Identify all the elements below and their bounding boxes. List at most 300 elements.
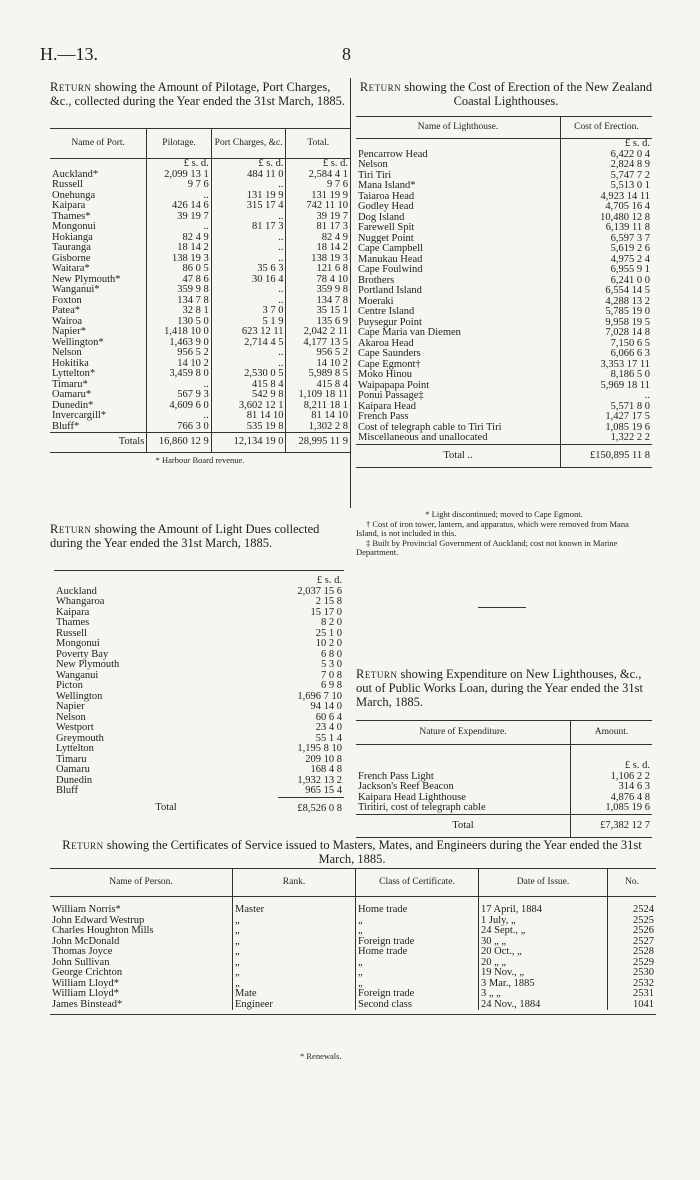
port-name: Whangaroa xyxy=(56,596,105,607)
rank-cell: „ xyxy=(233,968,356,979)
cost-cell: 3,353 17 11 xyxy=(561,360,653,371)
lighthouse-name: Kaipara Head xyxy=(358,400,417,412)
amount-cell: 1,418 10 0 xyxy=(147,327,212,338)
light-dues-rule xyxy=(54,570,344,571)
amount-cell: 359 9 8 xyxy=(147,285,212,296)
amount-cell: 131 19 9 xyxy=(286,191,350,202)
table-row xyxy=(50,285,350,296)
amount-cell: 82 4 9 xyxy=(147,233,212,244)
person-name: George Crichton xyxy=(52,967,123,978)
amount-cell: 209 10 8 xyxy=(305,753,342,765)
lighthouse-name: Taiaroa Head xyxy=(358,190,415,202)
lighthouse-name: Moeraki xyxy=(358,295,394,307)
cost-cell: .. xyxy=(561,391,653,402)
amount-cell: 1,302 2 8 xyxy=(286,422,350,433)
port-name: Invercargill* xyxy=(52,410,107,421)
table-row xyxy=(356,150,652,161)
port-name: Napier* xyxy=(52,326,86,337)
rank-cell: „ xyxy=(233,958,356,969)
amount-cell: 81 17 3 xyxy=(286,222,350,233)
port-name: Wellington xyxy=(56,690,103,702)
amount-cell: 1,463 9 0 xyxy=(147,338,212,349)
person-name: William Norris* xyxy=(52,904,121,915)
cost-cell: 1,085 19 6 xyxy=(561,423,653,434)
rank-cell: Engineer xyxy=(233,1000,356,1011)
cost-cell: 1,427 17 5 xyxy=(561,412,653,423)
number-cell: 2531 xyxy=(608,989,657,1000)
amount-cell: 9 7 6 xyxy=(147,180,212,191)
port-name: Nelson xyxy=(56,711,86,723)
port-name: Russell xyxy=(52,179,83,190)
amount-cell: 35 6 3 xyxy=(211,264,286,275)
person-name: John Sullivan xyxy=(52,956,110,968)
table-row xyxy=(356,307,652,318)
cost-cell: 5,969 18 11 xyxy=(561,381,653,392)
date-cell: 24 Nov., 1884 xyxy=(479,1000,608,1011)
table-row xyxy=(356,328,652,339)
cost-cell: 6,955 9 1 xyxy=(561,265,653,276)
rank-cell: „ xyxy=(233,916,356,927)
table-row xyxy=(50,958,656,969)
port-name: Bluff xyxy=(56,785,78,797)
total-label: Total .. xyxy=(356,444,561,468)
amount-cell: .. xyxy=(211,243,286,254)
amount-cell: 1,932 13 2 xyxy=(297,774,342,786)
cost-cell: 6,422 0 4 xyxy=(561,150,653,161)
total-label: Total xyxy=(155,802,177,814)
date-cell: 3 Mar., 1885 xyxy=(479,979,608,990)
lighthouse-name: Miscellaneous and unallocated xyxy=(358,432,488,443)
amount-cell: .. xyxy=(211,348,286,359)
amount-cell: 81 14 10 xyxy=(211,411,286,422)
port-name: Poverty Bay xyxy=(56,648,109,660)
expenditure-name: Kaipara Head Lighthouse xyxy=(358,791,466,803)
amount-cell: 39 19 7 xyxy=(286,212,350,223)
class-cell: „ xyxy=(356,916,479,927)
cost-cell: 10,480 12 8 xyxy=(561,213,653,224)
loan-table xyxy=(356,720,652,838)
number-cell: 2526 xyxy=(608,926,657,937)
lighthouse-name: French Pass xyxy=(358,411,409,422)
number-cell: 2528 xyxy=(608,947,657,958)
lighthouses-title: Return showing the Cost of Erection of the New Zealand Coastal Lighthouses. xyxy=(359,80,653,108)
amount-cell: 3,459 8 0 xyxy=(147,369,212,380)
amount-cell: 35 15 1 xyxy=(286,306,350,317)
lighthouse-name: Tiri Tiri xyxy=(358,169,392,181)
amount-cell: 47 8 6 xyxy=(147,275,212,286)
amount-cell: .. xyxy=(147,411,212,422)
document-code: H.—13. xyxy=(40,44,98,64)
amount-cell: 1,109 18 11 xyxy=(286,390,350,401)
class-cell: Foreign trade xyxy=(356,989,479,1000)
lsd-label: £ s. d. xyxy=(211,159,286,170)
port-name: Thames* xyxy=(52,210,91,222)
table-row xyxy=(50,327,350,338)
port-name: Gisborne xyxy=(52,252,91,264)
total-row xyxy=(54,797,344,820)
table-row xyxy=(54,786,344,797)
table-row xyxy=(50,348,350,359)
rank-cell: „ xyxy=(233,947,356,958)
amount-cell: 4,177 13 5 xyxy=(286,338,350,349)
amount-cell: 426 14 6 xyxy=(147,201,212,212)
amount-cell: 3,602 12 1 xyxy=(211,401,286,412)
total-row xyxy=(356,444,652,468)
lighthouse-name: Waipapapa Point xyxy=(358,379,430,391)
lsd-blank xyxy=(356,139,561,150)
port-name: Onehunga xyxy=(52,189,96,201)
total-label: Total xyxy=(356,814,571,838)
date-cell: 3 „ „ xyxy=(479,989,608,1000)
table-row xyxy=(54,692,344,703)
amount-cell: .. xyxy=(211,285,286,296)
table-row xyxy=(50,411,350,422)
light-dues-table xyxy=(54,576,344,820)
person-name: John McDonald xyxy=(52,935,120,947)
cost-cell: 8,186 5 0 xyxy=(561,370,653,381)
total-cell: 12,134 19 0 xyxy=(211,433,286,453)
amount-cell: 2,037 15 6 xyxy=(297,585,342,597)
person-name: Thomas Joyce xyxy=(52,946,113,957)
table-row xyxy=(50,306,350,317)
amount-cell: .. xyxy=(147,380,212,391)
lsd-row xyxy=(54,576,344,587)
amount-cell: 23 4 0 xyxy=(315,722,342,733)
cost-cell: 4,975 2 4 xyxy=(561,255,653,266)
port-name: Wellington* xyxy=(52,336,104,348)
amount-cell: 86 0 5 xyxy=(147,264,212,275)
amount-cell: .. xyxy=(211,233,286,244)
port-name: Hokitika xyxy=(52,357,89,369)
amount-cell: 415 8 4 xyxy=(211,380,286,391)
table-row xyxy=(356,244,652,255)
port-name: Oamaru* xyxy=(52,389,92,400)
table-row xyxy=(50,937,656,948)
amount-cell: 314 6 3 xyxy=(571,782,653,793)
date-cell: 24 Sept., „ xyxy=(479,926,608,937)
lsd-label: £ s. d. xyxy=(286,159,350,170)
amount-cell: 1,106 2 2 xyxy=(571,772,653,783)
table-row xyxy=(54,723,344,734)
lighthouse-name: Nelson xyxy=(358,159,388,170)
lsd-row xyxy=(50,159,350,170)
amount-cell: 2,042 2 11 xyxy=(286,327,350,338)
amount-cell: 315 17 4 xyxy=(211,201,286,212)
table-row xyxy=(50,1000,656,1011)
rank-cell: „ xyxy=(233,937,356,948)
table-row xyxy=(54,702,344,713)
lighthouse-name: Dog Island xyxy=(358,211,405,223)
port-name: Westport xyxy=(56,722,94,733)
bottom-rule xyxy=(50,1010,656,1015)
lighthouse-name: Mana Island* xyxy=(358,180,416,191)
person-name: William Lloyd* xyxy=(52,977,119,989)
port-name: Auckland xyxy=(56,585,97,597)
port-name: Foxton xyxy=(52,294,82,306)
table-row xyxy=(50,926,656,937)
lighthouse-name: Puysegur Point xyxy=(358,316,422,328)
date-cell: 30 „ „ xyxy=(479,937,608,948)
cost-cell: 7,150 6 5 xyxy=(561,339,653,350)
amount-cell: 2,530 0 5 xyxy=(211,369,286,380)
amount-cell: 134 7 8 xyxy=(147,296,212,307)
amount-cell: 9 7 6 xyxy=(286,180,350,191)
table-row xyxy=(54,776,344,787)
col-date: Date of Issue. xyxy=(479,869,608,897)
amount-cell: 8,211 18 1 xyxy=(286,401,350,412)
harbour-footnote: * Harbour Board revenue. xyxy=(155,454,245,465)
amount-cell: 1,195 8 10 xyxy=(297,743,342,754)
lsd-label: £ s. d. xyxy=(316,575,342,586)
lighthouse-name: Nugget Point xyxy=(358,232,414,244)
port-name: Waitara* xyxy=(52,263,90,274)
cost-cell: 4,923 14 11 xyxy=(561,192,653,203)
table-row xyxy=(54,765,344,776)
light-dues-title: Return showing the Amount of Light Dues collected during the Year ended the 31st March, 1885. xyxy=(50,522,320,550)
amount-cell: 18 14 2 xyxy=(147,243,212,254)
number-cell: 2527 xyxy=(608,937,657,948)
certificates-title: Return showing the Certificates of Service issued to Masters, Mates, and Engineers during the Year ended the 31st March, 1885. xyxy=(62,838,642,866)
port-name: Dunedin* xyxy=(52,399,94,411)
total-cell: £7,382 12 7 xyxy=(571,814,653,838)
class-cell: „ xyxy=(356,968,479,979)
cost-cell: 6,066 6 3 xyxy=(561,349,653,360)
amount-cell: 138 19 3 xyxy=(286,254,350,265)
port-name: Wanganui* xyxy=(52,284,100,295)
amount-cell: .. xyxy=(211,296,286,307)
amount-cell: 567 9 3 xyxy=(147,390,212,401)
person-name: James Binstead* xyxy=(52,998,123,1010)
amount-cell: 965 15 4 xyxy=(305,785,342,796)
amount-cell: 131 19 9 xyxy=(211,191,286,202)
amount-cell: 130 5 0 xyxy=(147,317,212,328)
table-row xyxy=(54,660,344,671)
col-cost: Cost of Erection. xyxy=(561,117,653,139)
port-name: Auckland* xyxy=(52,168,99,180)
cost-cell: 5,513 0 1 xyxy=(561,181,653,192)
port-name: Russell xyxy=(56,627,87,639)
lighthouse-name: Cape Saunders xyxy=(358,348,421,359)
table-row xyxy=(50,968,656,979)
amount-cell: 39 19 7 xyxy=(147,212,212,223)
certificates-table xyxy=(50,868,656,1015)
lighthouse-name: Moko Hinou xyxy=(358,369,412,380)
class-cell: Foreign trade xyxy=(356,937,479,948)
table-row xyxy=(356,286,652,297)
table-row xyxy=(54,608,344,619)
table-row xyxy=(50,390,350,401)
table-row xyxy=(356,433,652,444)
amount-cell: .. xyxy=(147,191,212,202)
amount-cell: 18 14 2 xyxy=(286,243,350,254)
table-row xyxy=(50,264,350,275)
amount-cell: 138 19 3 xyxy=(147,254,212,265)
cost-cell: 5,619 2 6 xyxy=(561,244,653,255)
amount-cell: 766 3 0 xyxy=(147,422,212,433)
amount-cell: 6 9 8 xyxy=(321,680,342,691)
cost-cell: 5,785 19 0 xyxy=(561,307,653,318)
table-row xyxy=(54,755,344,766)
amount-cell: 81 14 10 xyxy=(286,411,350,422)
person-name: Charles Houghton Mills xyxy=(52,925,154,936)
lighthouse-name: Cape Maria van Diemen xyxy=(358,327,461,338)
port-name: Timaru xyxy=(56,753,87,765)
amount-cell: 956 5 2 xyxy=(147,348,212,359)
col-rank: Rank. xyxy=(233,869,356,897)
amount-cell: 78 4 10 xyxy=(286,275,350,286)
port-name: Lyttelton xyxy=(56,743,94,754)
port-name: Lyttelton* xyxy=(52,368,96,379)
amount-cell: 1,696 7 10 xyxy=(297,690,342,702)
table-row xyxy=(50,989,656,1000)
amount-cell: 55 1 4 xyxy=(315,732,342,744)
short-divider xyxy=(478,607,526,608)
table-row xyxy=(54,713,344,724)
table-row xyxy=(50,979,656,990)
total-cell: £150,895 11 8 xyxy=(561,444,653,468)
total-cell: 16,860 12 9 xyxy=(147,433,212,453)
amount-cell: 956 5 2 xyxy=(286,348,350,359)
table-row xyxy=(356,160,652,171)
cost-cell: 6,241 0 0 xyxy=(561,276,653,287)
cost-cell: 7,028 14 8 xyxy=(561,328,653,339)
lsd-label: £ s. d. xyxy=(147,159,212,170)
amount-cell: 623 12 11 xyxy=(211,327,286,338)
port-name: Thames xyxy=(56,617,90,628)
col-person: Name of Person. xyxy=(109,877,173,888)
lighthouse-name: Cape Egmont† xyxy=(358,358,421,370)
amount-cell: 5 1 9 xyxy=(211,317,286,328)
table-row xyxy=(356,803,652,814)
col-port-charges: Port Charges, &c. xyxy=(211,129,286,159)
class-cell: Home trade xyxy=(356,947,479,958)
expenditure-name: Tiritiri, cost of telegraph cable xyxy=(358,802,486,813)
cost-cell: 6,554 14 5 xyxy=(561,286,653,297)
table-row xyxy=(54,618,344,629)
rank-cell: Mate xyxy=(233,989,356,1000)
amount-cell: 2,584 4 1 xyxy=(286,170,350,181)
port-name: Wairoa xyxy=(52,315,83,327)
lighthouse-name: Godley Head xyxy=(358,201,414,212)
col-port: Name of Port. xyxy=(71,138,125,149)
amount-cell: 8 2 0 xyxy=(321,617,342,628)
lsd-label: £ s. d. xyxy=(571,745,653,772)
lighthouses-table xyxy=(356,116,652,468)
table-row xyxy=(54,671,344,682)
cost-cell: 5,747 7 2 xyxy=(561,171,653,182)
port-name: Hokianga xyxy=(52,231,93,243)
amount-cell: 134 7 8 xyxy=(286,296,350,307)
amount-cell: 415 8 4 xyxy=(286,380,350,391)
table-row xyxy=(50,369,350,380)
amount-cell: 1,085 19 6 xyxy=(571,803,653,814)
table-row xyxy=(50,180,350,191)
table-row xyxy=(356,349,652,360)
port-name: Greymouth xyxy=(56,732,104,744)
date-cell: 1 July, „ xyxy=(479,916,608,927)
date-cell: 20 „ „ xyxy=(479,958,608,969)
lighthouse-name: Cape Foulwind xyxy=(358,264,423,275)
number-cell: 2530 xyxy=(608,968,657,979)
table-row xyxy=(50,897,656,916)
amount-cell: 121 6 8 xyxy=(286,264,350,275)
amount-cell: 2 15 8 xyxy=(315,596,342,607)
number-cell: 2532 xyxy=(608,979,657,990)
person-name: William Lloyd* xyxy=(52,988,119,999)
amount-cell: 60 6 4 xyxy=(315,711,342,723)
port-name: Kaipara xyxy=(56,606,90,618)
port-name: Mongonui xyxy=(56,638,100,649)
amount-cell: 7 0 8 xyxy=(321,669,342,681)
amount-cell: 484 11 0 xyxy=(211,170,286,181)
table-row xyxy=(50,243,350,254)
amount-cell: 6 8 0 xyxy=(321,648,342,660)
lighthouse-name: Akaroa Head xyxy=(358,337,414,349)
note-2: † Cost of iron tower, lantern, and apparatus, which were removed from Mana Island, is not included in this. xyxy=(356,518,629,538)
class-cell: Home trade xyxy=(356,897,479,916)
cost-cell: 2,824 8 9 xyxy=(561,160,653,171)
expenditure-name: Jackson's Reef Beacon xyxy=(358,781,454,792)
table-row xyxy=(54,681,344,692)
amount-cell: 4,609 6 0 xyxy=(147,401,212,412)
totals-row xyxy=(50,433,350,453)
number-cell: 2529 xyxy=(608,958,657,969)
amount-cell: .. xyxy=(211,212,286,223)
amount-cell: 82 4 9 xyxy=(286,233,350,244)
table-row xyxy=(50,422,350,433)
class-cell: „ xyxy=(356,958,479,969)
port-name: New Plymouth* xyxy=(52,273,121,285)
table-row xyxy=(50,201,350,212)
table-row xyxy=(356,370,652,381)
port-name: Mongonui xyxy=(52,221,96,232)
port-name: Dunedin xyxy=(56,774,93,786)
cost-cell: 4,288 13 2 xyxy=(561,297,653,308)
lighthouse-name: Farewell Spit xyxy=(358,222,415,233)
rank-cell: „ xyxy=(233,926,356,937)
amount-cell: 30 16 4 xyxy=(211,275,286,286)
expenditure-name: French Pass Light xyxy=(358,770,434,782)
footnote-row xyxy=(50,452,350,465)
number-cell: 2524 xyxy=(608,897,657,916)
amount-cell: 5 3 0 xyxy=(321,659,342,670)
amount-cell: .. xyxy=(211,254,286,265)
cost-cell: 1,322 2 2 xyxy=(561,433,653,444)
col-nature: Nature of Expenditure. xyxy=(419,727,507,738)
port-name: Picton xyxy=(56,680,83,691)
table-row xyxy=(356,223,652,234)
lighthouse-name: Manukau Head xyxy=(358,253,423,265)
renewals-note: * Renewals. xyxy=(300,1051,342,1061)
lighthouse-name: Centre Island xyxy=(358,306,415,317)
total-cell: 28,995 11 9 xyxy=(286,433,350,453)
port-name: Patea* xyxy=(52,305,80,316)
port-name: Nelson xyxy=(52,347,82,358)
amount-cell: 5,989 8 5 xyxy=(286,369,350,380)
amount-cell: 25 1 0 xyxy=(315,627,342,639)
amount-cell: 10 2 0 xyxy=(315,638,342,649)
amount-cell: 4,876 4 8 xyxy=(571,793,653,804)
col-pilotage: Pilotage. xyxy=(147,129,212,159)
date-cell: 17 April, 1884 xyxy=(479,897,608,916)
port-name: Wanganui xyxy=(56,669,99,681)
cost-cell: 6,597 3 7 xyxy=(561,234,653,245)
col-total: Total. xyxy=(286,129,350,159)
rank-cell: Master xyxy=(233,897,356,916)
rank-cell: „ xyxy=(233,979,356,990)
port-name: Timaru* xyxy=(52,378,88,390)
lsd-blank xyxy=(356,745,571,772)
